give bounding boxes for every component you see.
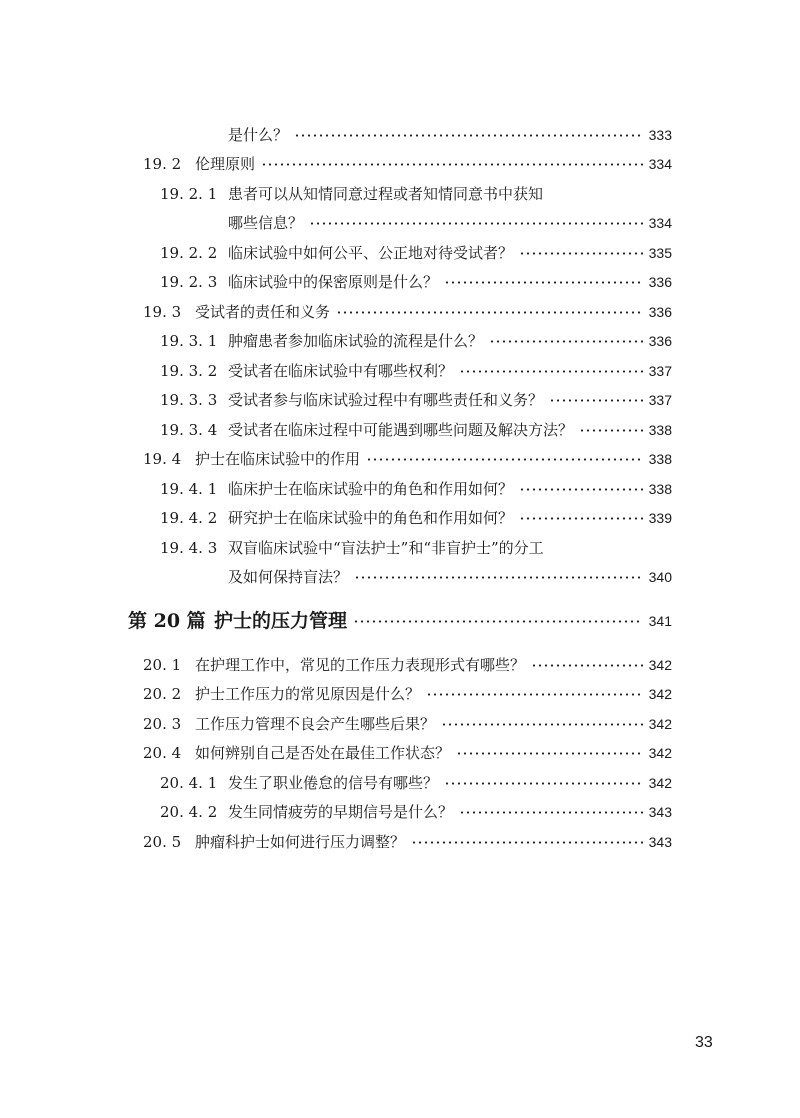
toc-entry-number: 19. 3 xyxy=(143,303,182,321)
toc-entry-page: 341 xyxy=(648,613,672,629)
toc-entry-19-4[interactable] xyxy=(143,448,672,470)
toc-entry-19-3-2[interactable] xyxy=(160,360,672,382)
toc-leader-dots xyxy=(444,782,643,785)
toc-entry-20-1[interactable] xyxy=(143,654,672,676)
toc-leader-dots xyxy=(549,399,643,402)
toc-entry-page: 335 xyxy=(648,245,672,261)
toc-entry-title: 护士在临床试验中的作用 xyxy=(195,450,361,468)
toc-entry-page: 342 xyxy=(648,716,672,732)
toc-entry-title: 肿瘤患者参加临床试验的流程是什么？ xyxy=(228,332,484,350)
toc-entry-page: 336 xyxy=(648,304,672,320)
toc-entry-number: 19. 3. 2 xyxy=(160,362,218,380)
toc-entry-page: 343 xyxy=(648,804,672,820)
toc-entry-20-4-1[interactable] xyxy=(160,772,672,794)
toc-entry-title: 哪些信息？ xyxy=(228,214,304,232)
toc-entry-number: 19. 4. 3 xyxy=(160,539,218,557)
toc-entry-title: 在护理工作中，常见的工作压力表现形式有哪些？ xyxy=(195,656,526,674)
toc-entry-page: 342 xyxy=(648,775,672,791)
toc-entry-page: 333 xyxy=(648,127,672,143)
toc-entry-page: 336 xyxy=(648,274,672,290)
toc-entry-number: 19. 4. 1 xyxy=(160,480,218,498)
toc-entry-page: 343 xyxy=(648,834,672,850)
toc-entry-19-4-3[interactable] xyxy=(160,537,672,559)
toc-entry-title: 临床试验中如何公平、公正地对待受试者？ xyxy=(228,244,514,262)
toc-entry-19-3-1[interactable] xyxy=(160,330,672,352)
toc-entry-page: 342 xyxy=(648,686,672,702)
toc-entry-title: 发生同情疲劳的早期信号是什么？ xyxy=(228,803,454,821)
toc-leader-dots xyxy=(531,664,643,667)
toc-entry-title: 是什么？ xyxy=(228,126,289,144)
toc-leader-dots xyxy=(353,620,643,623)
toc-entry-title: 患者可以从知情同意过程或者知情同意书中获知 xyxy=(228,185,544,203)
toc-chapter-number: 第 20 篇 xyxy=(128,610,206,632)
toc-entry-page: 336 xyxy=(648,333,672,349)
toc-chapter-20[interactable] xyxy=(128,607,672,635)
toc-leader-dots xyxy=(459,370,643,373)
toc-entry-number: 19. 4. 2 xyxy=(160,509,218,527)
toc-entry-number: 19. 3. 4 xyxy=(160,421,218,439)
toc-leader-dots xyxy=(444,281,643,284)
toc-leader-dots xyxy=(354,576,643,579)
toc-entry-title: 肿瘤科护士如何进行压力调整？ xyxy=(195,833,406,851)
toc-entry-title: 伦理原则 xyxy=(195,155,256,173)
toc-leader-dots xyxy=(336,311,643,314)
toc-entry-title: 工作压力管理不良会产生哪些后果？ xyxy=(195,715,436,733)
toc-entry-title: 受试者在临床试验中有哪些权利？ xyxy=(228,362,454,380)
toc-entry-number: 20. 5 xyxy=(143,833,182,851)
toc-entry-19-2-1[interactable] xyxy=(160,183,672,205)
toc-entry-number: 19. 3. 3 xyxy=(160,391,218,409)
toc-entry-title: 受试者在临床过程中可能遇到哪些问题及解决方法？ xyxy=(228,421,574,439)
toc-entry-number: 19. 2. 3 xyxy=(160,273,218,291)
toc-entry-title: 临床护士在临床试验中的角色和作用如何？ xyxy=(228,480,514,498)
toc-entry-20-3[interactable] xyxy=(143,713,672,735)
toc-leader-dots xyxy=(519,488,643,491)
toc-leader-dots xyxy=(519,252,643,255)
toc-leader-dots xyxy=(489,340,643,343)
toc-entry-20-4[interactable] xyxy=(143,742,672,764)
toc-entry-page: 340 xyxy=(648,569,672,585)
toc-entry-number: 20. 4. 2 xyxy=(160,803,218,821)
toc-entry-page: 337 xyxy=(648,392,672,408)
toc-entry-20-5[interactable] xyxy=(143,831,672,853)
toc-entry-title: 受试者的责任和义务 xyxy=(195,303,331,321)
toc-leader-dots xyxy=(366,458,643,461)
toc-entry-title: 及如何保持盲法？ xyxy=(228,568,349,586)
page-number: 33 xyxy=(695,1034,713,1051)
toc-chapter-title: 护士的压力管理 xyxy=(214,610,348,632)
toc-entry-19-4-2[interactable] xyxy=(160,507,672,529)
toc-entry-19-2-2[interactable] xyxy=(160,242,672,264)
toc-entry-number: 20. 2 xyxy=(143,685,182,703)
toc-leader-dots xyxy=(294,134,643,137)
toc-entry-19-4-1[interactable] xyxy=(160,478,672,500)
toc-entry-page: 334 xyxy=(648,215,672,231)
toc-entry-number: 20. 1 xyxy=(143,656,182,674)
toc-leader-dots xyxy=(519,517,643,520)
toc-entry-continuation[interactable] xyxy=(228,212,672,234)
toc-entry-20-4-2[interactable] xyxy=(160,801,672,823)
toc-entry-19-2[interactable] xyxy=(143,153,672,175)
toc-entry-title: 发生了职业倦怠的信号有哪些？ xyxy=(228,774,439,792)
toc-entry-page: 338 xyxy=(648,481,672,497)
toc-entry-page: 339 xyxy=(648,510,672,526)
toc-entry-number: 19. 2. 1 xyxy=(160,185,218,203)
toc-entry-number: 20. 4 xyxy=(143,744,182,762)
toc-entry-title: 如何辨别自己是否处在最佳工作状态？ xyxy=(195,744,451,762)
toc-entry-19-3-4[interactable] xyxy=(160,419,672,441)
toc-entry-title: 护士工作压力的常见原因是什么？ xyxy=(195,685,421,703)
toc-leader-dots xyxy=(411,841,643,844)
toc-leader-dots xyxy=(426,693,643,696)
toc-entry-number: 20. 3 xyxy=(143,715,182,733)
toc-entry-page: 342 xyxy=(648,745,672,761)
toc-leader-dots xyxy=(456,752,643,755)
toc-entry-number: 19. 4 xyxy=(143,450,182,468)
toc-entry-19-3[interactable] xyxy=(143,301,672,323)
toc-entry-19-3-3[interactable] xyxy=(160,389,672,411)
toc-entry-title: 受试者参与临床试验过程中有哪些责任和义务？ xyxy=(228,391,544,409)
toc-entry-number: 19. 3. 1 xyxy=(160,332,218,350)
toc-entry-number: 19. 2. 2 xyxy=(160,244,218,262)
toc-entry-title: 双盲临床试验中“盲法护士”和“非盲护士”的分工 xyxy=(228,539,544,557)
toc-entry-19-2-3[interactable] xyxy=(160,271,672,293)
toc-leader-dots xyxy=(459,811,643,814)
toc-entry-page: 342 xyxy=(648,657,672,673)
toc-entry-title: 临床试验中的保密原则是什么？ xyxy=(228,273,439,291)
toc-entry-page: 338 xyxy=(648,451,672,467)
toc-entry-continuation[interactable] xyxy=(228,124,672,146)
toc-entry-20-2[interactable] xyxy=(143,683,672,705)
toc-entry-page: 337 xyxy=(648,363,672,379)
toc-entry-continuation[interactable] xyxy=(228,566,672,588)
toc-leader-dots xyxy=(309,222,643,225)
toc-entry-number: 19. 2 xyxy=(143,155,182,173)
toc-leader-dots xyxy=(441,723,643,726)
toc-leader-dots xyxy=(579,429,643,432)
toc-entry-page: 338 xyxy=(648,422,672,438)
toc-entry-number: 20. 4. 1 xyxy=(160,774,218,792)
toc-entry-title: 研究护士在临床试验中的角色和作用如何？ xyxy=(228,509,514,527)
toc-leader-dots xyxy=(261,163,643,166)
toc-entry-page: 334 xyxy=(648,156,672,172)
